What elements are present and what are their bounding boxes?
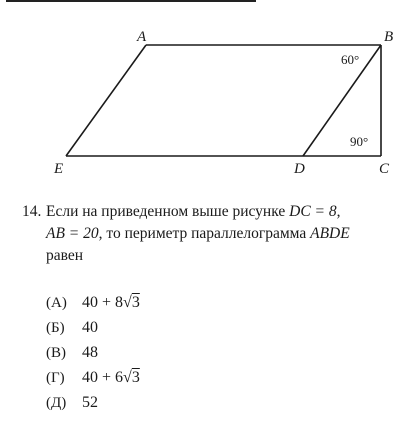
edge-AE — [66, 45, 146, 156]
option-b[interactable] — [46, 317, 140, 342]
sqrt-radicand: 3 — [131, 369, 140, 386]
problem-line-2 — [22, 223, 412, 245]
parallelogram-figure — [0, 0, 416, 190]
problem-line-3 — [22, 245, 412, 267]
option-value: 52 — [82, 394, 98, 411]
option-value-prefix: 40 + 6 — [82, 369, 124, 386]
vertex-label-A: A — [137, 29, 147, 45]
option-value — [82, 369, 140, 386]
option-d[interactable] — [46, 367, 140, 392]
sqrt-sign: √ — [123, 369, 132, 386]
option-label: (Г) — [46, 370, 65, 386]
problem-text-1: Если на приведенном выше рисунке — [46, 203, 286, 220]
angle-label-B: 60° — [341, 52, 360, 67]
vertex-label-C: C — [379, 161, 390, 177]
option-c[interactable] — [46, 342, 140, 367]
problem-statement — [22, 201, 412, 267]
option-label: (Д) — [46, 395, 67, 411]
vertex-label-E: E — [54, 161, 64, 177]
vertex-label-D: D — [294, 161, 305, 177]
figure-name: ABDE — [310, 225, 350, 242]
option-label: (Б) — [46, 320, 65, 336]
option-value: 48 — [82, 344, 98, 361]
problem-text-2: , то периметр параллелограмма — [98, 225, 307, 242]
vertex-label-B: B — [384, 29, 394, 45]
problem-text-3: равен — [46, 247, 84, 264]
option-label: (А) — [46, 295, 67, 311]
condition-dc: DC = 8 — [289, 203, 337, 220]
angle-label-C: 90° — [350, 134, 369, 149]
option-value-prefix: 40 + 8 — [82, 294, 124, 311]
option-a[interactable] — [46, 292, 140, 317]
option-value: 40 — [82, 319, 98, 336]
option-value — [82, 294, 140, 311]
answer-options — [46, 292, 140, 417]
problem-line-1: 14. Если на приведенном выше рисунке DC = 8, — [22, 201, 412, 223]
option-e[interactable] — [46, 392, 140, 417]
condition-ab: AB = 20 — [46, 225, 99, 242]
sqrt-radicand: 3 — [131, 294, 140, 311]
option-label: (В) — [46, 345, 66, 361]
sqrt-sign: √ — [123, 294, 132, 311]
problem-number: 14. — [22, 203, 42, 220]
